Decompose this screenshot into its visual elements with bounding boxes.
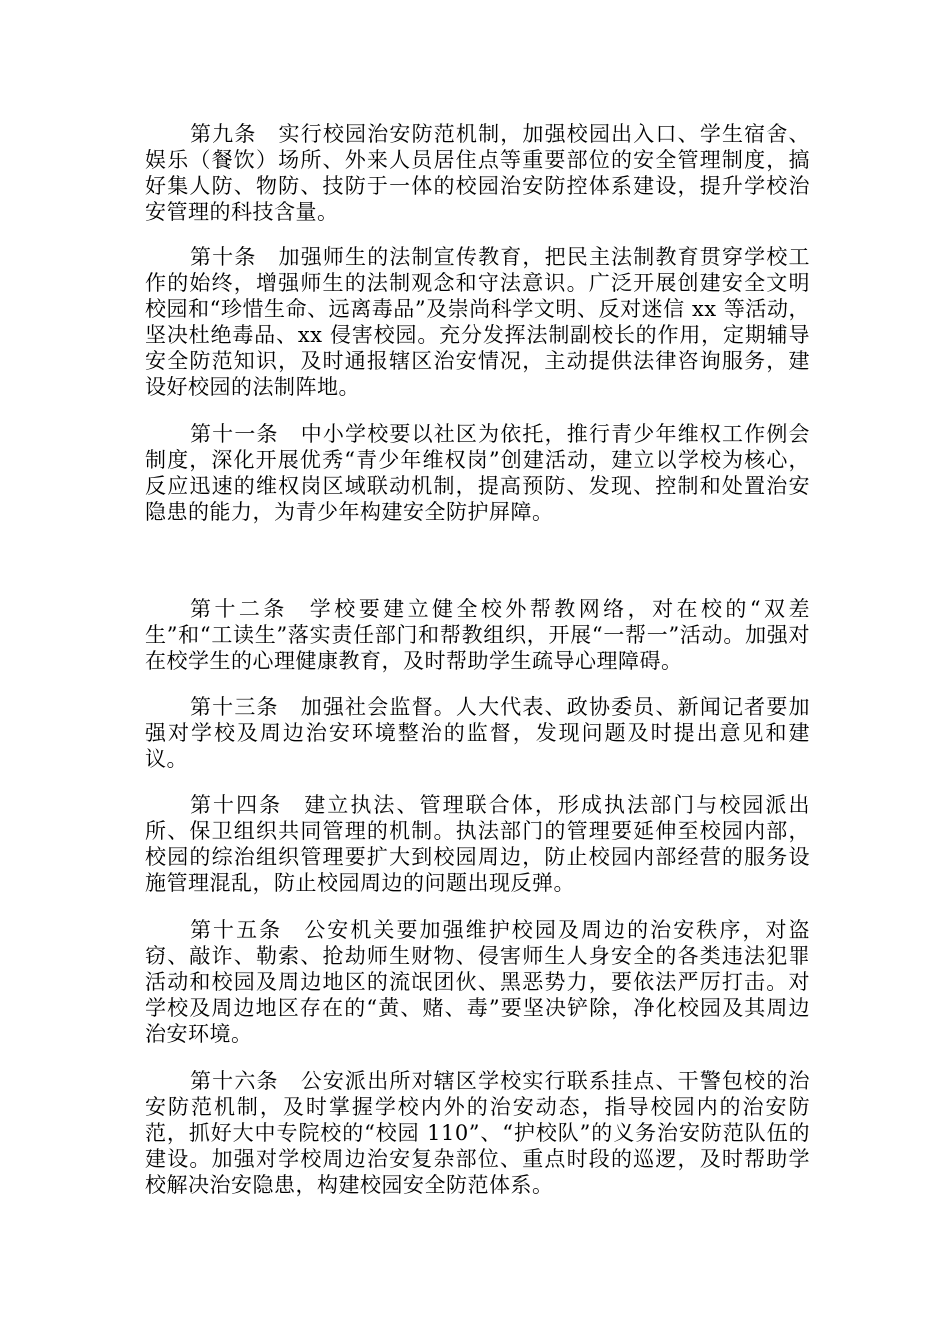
article-12 — [145, 596, 810, 674]
article-12-heading: 第十二条 — [190, 597, 288, 621]
article-15 — [145, 917, 810, 1047]
article-13-text: 加强社会监督。人大代表、政协委员、新闻记者要加强对学校及周边治安环境整治的监督，发现问题及时提出意见和建议。 — [145, 695, 811, 771]
article-12-text: 学校要建立健全校外帮教网络，对在校的“双差生”和“工读生”落实责任部门和帮教组织，开展“一帮一”活动。加强对在校学生的心理健康教育，及时帮助学生疏导心理障碍。 — [145, 597, 811, 673]
article-14-heading: 第十四条 — [190, 793, 283, 817]
article-11-text: 中小学校要以社区为依托，推行青少年维权工作例会制度，深化开展优秀“青少年维权岗”创建活动，建立以学校为核心，反应迅速的维权岗区域联动机制，提高预防、发现、控制和处置治安隐患的能力，为青少年构建安全防护屏障。 — [145, 422, 811, 524]
article-9-heading: 第九条 — [190, 122, 257, 146]
article-10-text: 加强师生的法制宣传教育，把民主法制教育贯穿学校工作的始终，增强师生的法制观念和守法意识。广泛开展创建安全文明校园和“珍惜生命、远离毒品”及崇尚科学文明、反对迷信 xx 等活动，坚决杜绝毒品、xx 侵害校园。充分发挥法制副校长的作用，定期辅导安全防范知识，及时通报辖区治安情况，主动提供法律咨询服务，建设好校园的法制阵地。 — [145, 245, 811, 399]
article-10-heading: 第十条 — [190, 245, 257, 269]
article-10 — [145, 244, 810, 400]
article-9 — [145, 121, 810, 225]
article-16-text: 公安派出所对辖区学校实行联系挂点、干警包校的治安防范机制，及时掌握学校内外的治安动态，指导校园内的治安防范，抓好大中专院校的“校园 110”、“护校队”的义务治安防范队伍的建设。加强对学校周边治安复杂部位、重点时段的巡逻，及时帮助学校解决治安隐患，构建校园安全防范体系。 — [145, 1069, 811, 1197]
article-15-heading: 第十五条 — [190, 918, 283, 942]
article-16 — [145, 1068, 810, 1198]
article-14 — [145, 792, 810, 896]
article-9-text: 实行校园治安防范机制，加强校园出入口、学生宿舍、娱乐（餐饮）场所、外来人员居住点等重要部位的安全管理制度，搞好集人防、物防、技防于一体的校园治安防控体系建设，提升学校治安管理的科技含量。 — [145, 122, 811, 224]
article-16-heading: 第十六条 — [190, 1069, 279, 1093]
article-15-text: 公安机关要加强维护校园及周边的治安秩序，对盗窃、敲诈、勒索、抢劫师生财物、侵害师生人身安全的各类违法犯罪活动和校园及周边地区的流氓团伙、黑恶势力，要依法严厉打击。对学校及周边地区存在的“黄、赌、毒”要坚决铲除，净化校园及其周边治安环境。 — [145, 918, 811, 1046]
article-13-heading: 第十三条 — [190, 695, 279, 719]
article-11-heading: 第十一条 — [190, 422, 279, 446]
article-11 — [145, 421, 810, 525]
article-14-text: 建立执法、管理联合体，形成执法部门与校园派出所、保卫组织共同管理的机制。执法部门的管理要延伸至校园内部，校园的综治组织管理要扩大到校园周边，防止校园内部经营的服务设施管理混乱，防止校园周边的问题出现反弹。 — [145, 793, 811, 895]
article-13 — [145, 694, 810, 772]
